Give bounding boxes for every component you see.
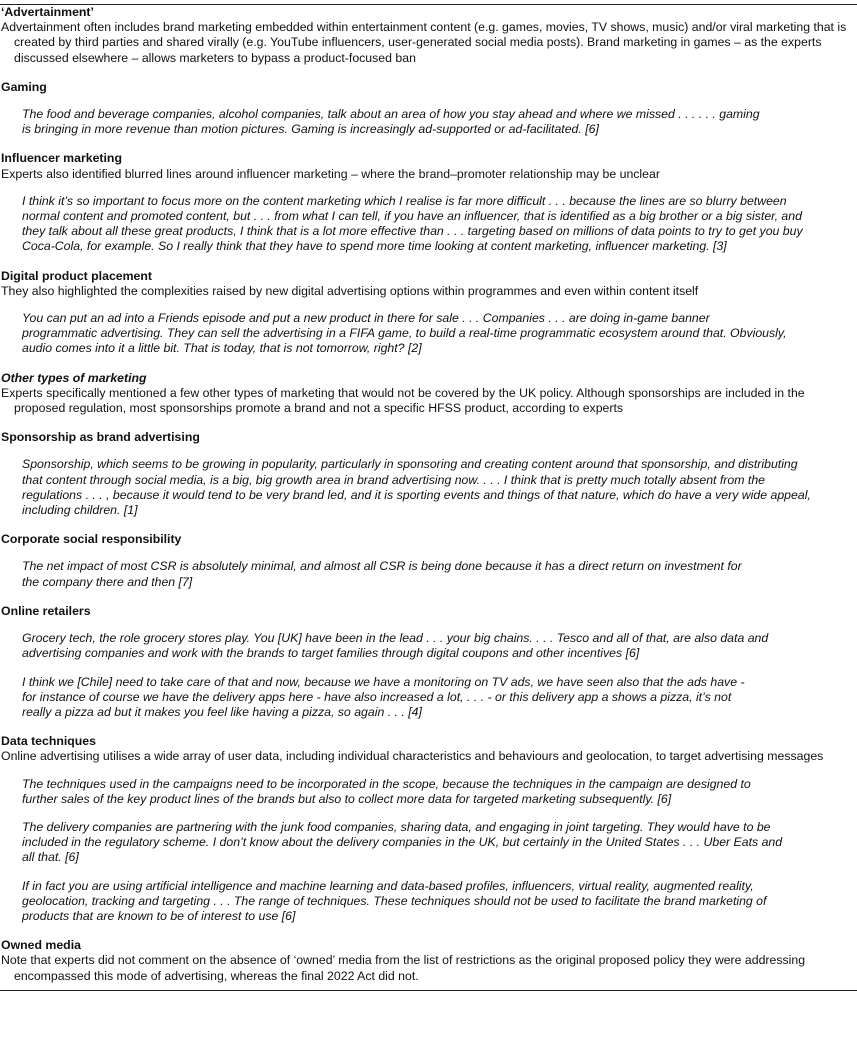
section-intro: Online advertising utilises a wide array of user data, including individual characteristics and behaviours and geolocation, to target advertising messages bbox=[1, 749, 824, 764]
section-csr bbox=[1, 532, 855, 590]
section-heading: Sponsorship as brand advertising bbox=[1, 430, 200, 445]
section-other-types bbox=[1, 371, 855, 417]
expert-quote: If in fact you are using artificial intelligence and machine learning and data-based profiles, influencers, virtual reality, augmented reality, geolocation, tracking and targeting . . . The range of techniques. These techniques should not be used to facilitate the brand marketing of products that are known to be of interest to use [6] bbox=[22, 878, 767, 923]
section-sponsorship bbox=[1, 430, 855, 518]
expert-quote: The delivery companies are partnering with the junk food companies, sharing data, and engaging in joint targeting. They would have to be included in the regulatory scheme. I don’t know about the delivery companies in the UK, but certainly in the United States . . . Uber Eats and all that. [6] bbox=[22, 819, 783, 865]
section-heading: Influencer marketing bbox=[1, 151, 122, 166]
section-heading: ‘Advertainment’ bbox=[1, 5, 94, 19]
expert-quote: Grocery tech, the role grocery stores play. You [UK] have been in the lead . . . your big chains. . . . Tesco and all of that, are also data and advertising companies and work with the brands to target families through digital coupons and other incentives [6] bbox=[22, 631, 769, 661]
document-page bbox=[0, 4, 857, 1046]
section-intro: Experts also identified blurred lines around influencer marketing – where the brand–promoter relationship may be unclear bbox=[1, 166, 660, 181]
section-advertainment bbox=[1, 5, 855, 66]
section-owned-media bbox=[1, 938, 855, 984]
expert-quote: The food and beverage companies, alcohol companies, talk about an area of how you stay ahead and where we missed . . . . . . gaming is bringing in more revenue than motion pictures. Gaming is increasingly ad-supported or ad-facilitated. [6] bbox=[22, 107, 760, 137]
expert-quote: The net impact of most CSR is absolutely minimal, and almost all CSR is being done because it has a direct return on investment for the company there and then [7] bbox=[22, 559, 742, 589]
expert-quote: I think it’s so important to focus more on the content marketing which I realise is far more difficult . . . because the lines are so blurry between normal content and promoted content, but . . . from what I can tell, if you have an influencer, that is identified as a big brother or a big sister, and they talk about all these great products, I think that is a lot more effective than . . . targeting based on millions of data points to try to get you buy Coca-Cola, for example. So I really think that they have to spend more time looking at content marketing, influencer marketing. [3] bbox=[22, 193, 803, 254]
section-heading: Owned media bbox=[1, 938, 81, 953]
section-heading: Data techniques bbox=[1, 734, 96, 749]
section-heading: Online retailers bbox=[1, 603, 91, 618]
section-gaming bbox=[1, 80, 855, 138]
bottom-rule bbox=[0, 990, 857, 991]
section-heading: Corporate social responsibility bbox=[1, 532, 182, 547]
section-intro: Note that experts did not comment on the absence of ‘owned’ media from the list of restrictions as the original proposed policy they were addressing encompassed this mode of advertising, whereas the final 2022 Act did not. bbox=[1, 953, 806, 983]
section-digital-product-placement bbox=[1, 269, 855, 357]
section-heading: Other types of marketing bbox=[1, 370, 147, 385]
expert-quote: I think we [Chile] need to take care of that and now, because we have a monitoring on TV ads, we have seen also that the ads have - for instance of course we have the delivery apps here - have also increased a lot, . . . - or this delivery app a shows a pizza, it’s not really a pizza ad but it makes you feel like having a pizza, so again . . . [4] bbox=[22, 674, 745, 719]
section-online-retailers bbox=[1, 604, 855, 720]
expert-quote: The techniques used in the campaigns need to be incorporated in the scope, because the techniques in the campaign are designed to further sales of the key product lines of the brands but also to collect more data for targeted marketing subsequently. [6] bbox=[22, 776, 751, 806]
section-intro: Advertainment often includes brand marketing embedded within entertainment content (e.g. games, movies, TV shows, music) and/or viral marketing that is created by third parties and shared virally (e.g. YouTube influencers, user-generated social media posts). Brand marketing in games – as the experts discussed elsewhere – allows marketers to bypass a product-focused ban bbox=[1, 20, 847, 65]
section-influencer-marketing bbox=[1, 151, 855, 254]
section-data-techniques bbox=[1, 734, 855, 924]
table-body bbox=[0, 5, 857, 984]
expert-quote: You can put an ad into a Friends episode and put a new product in there for sale . . . Companies . . . are doing in-game banner programmatic advertising. They can sell the advertising in a FIFA game, to build a real-time programmatic ecosystem around that. Obviously, audio comes into it a little bit. That is today, that is not tomorrow, right? [2] bbox=[22, 311, 787, 356]
section-intro: They also highlighted the complexities raised by new digital advertising options within programmes and even within content itself bbox=[1, 283, 699, 298]
expert-quote: Sponsorship, which seems to be growing in popularity, particularly in sponsoring and creating content around that sponsorship, and distributing that content through social media, is a big, big growth area in brand advertising now. . . . I think that is pretty much totally absent from the regulations . . . , because it would tend to be very brand led, and it is sporting events and things of that nature, which do have a very wide appeal, including children. [1] bbox=[22, 457, 811, 518]
section-heading: Gaming bbox=[1, 79, 47, 94]
section-heading: Digital product placement bbox=[1, 268, 152, 283]
section-intro: Experts specifically mentioned a few other types of marketing that would not be covered by the UK policy. Although sponsorships are included in the proposed regulation, most sponsorships promote a brand and not a specific HFSS product, according to experts bbox=[1, 385, 805, 416]
